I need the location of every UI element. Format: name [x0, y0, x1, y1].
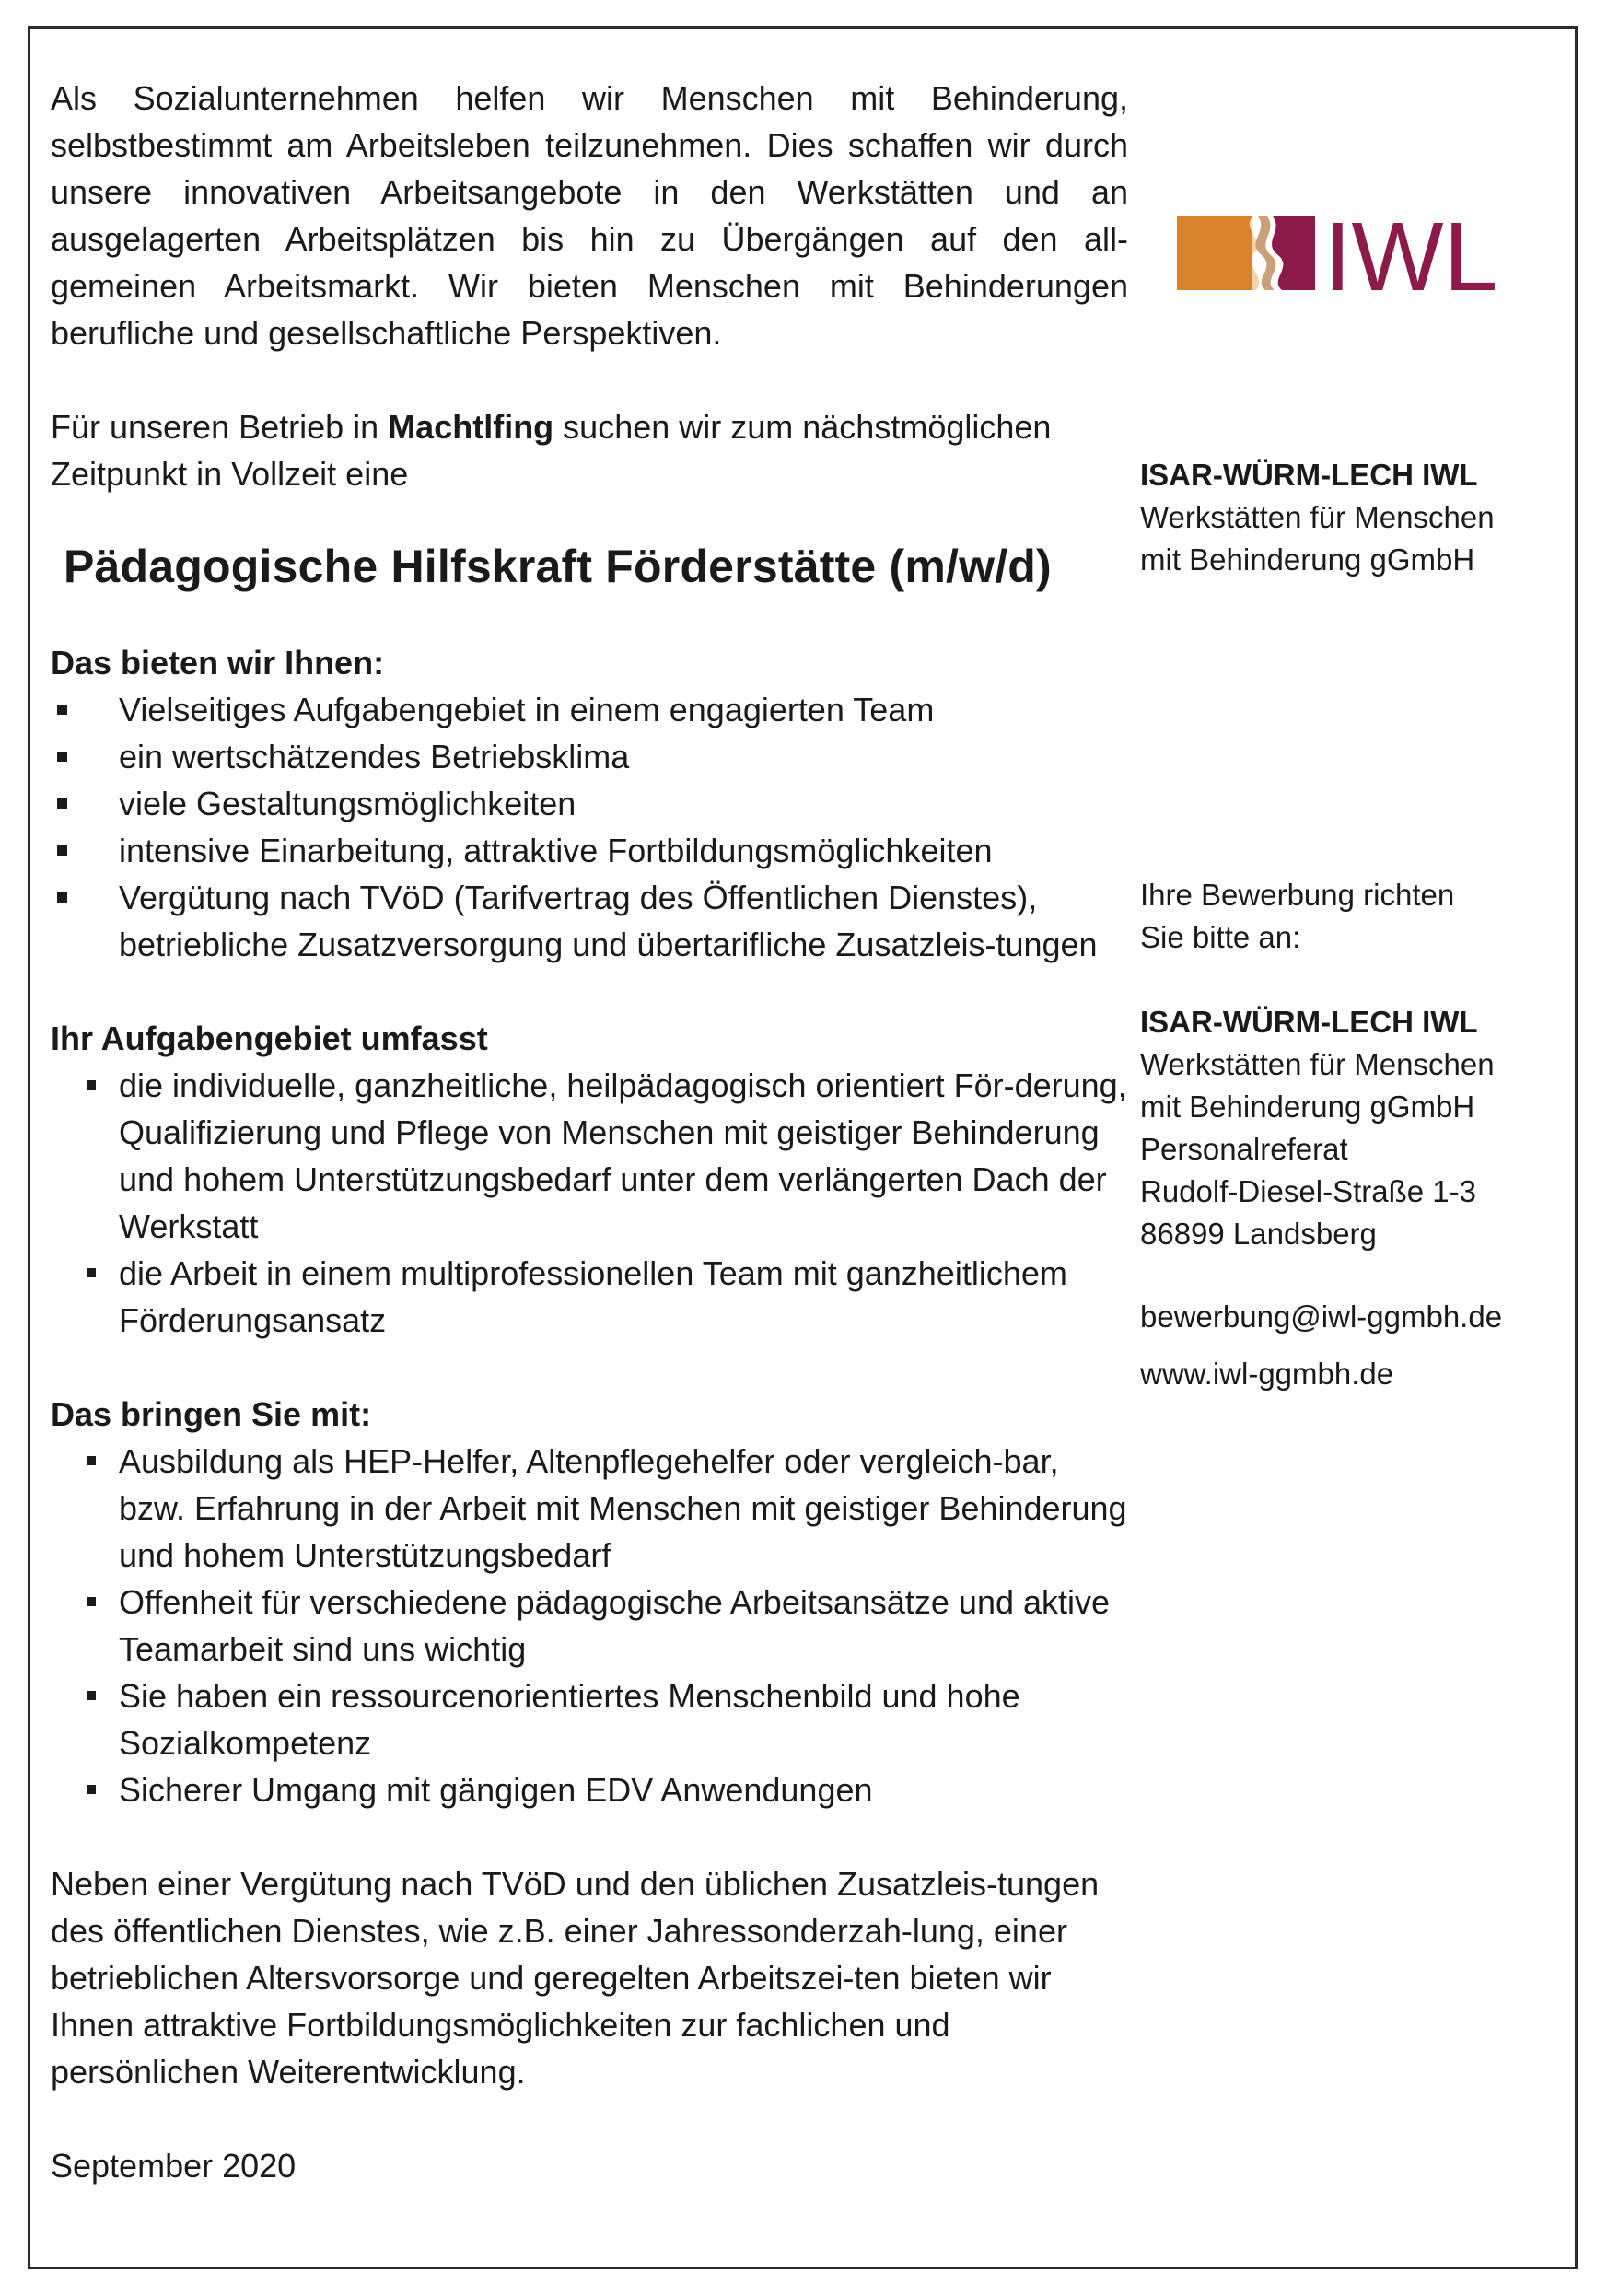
apply-line: Ihre Bewerbung richten: [1140, 878, 1455, 912]
address-name: ISAR-WÜRM-LECH IWL: [1140, 1005, 1478, 1039]
address-line: Werkstätten für Menschen: [1140, 1047, 1495, 1081]
list-item: die Arbeit in einem multiprofessionellen Team mit ganzheitlichem Förderungsansatz: [51, 1250, 1128, 1344]
date: September 2020: [51, 2147, 297, 2185]
main-column: [51, 75, 1128, 2189]
offer-section: [51, 639, 1128, 968]
requirements-heading: Das bringen Sie mit:: [51, 1395, 372, 1433]
requirements-section: [51, 1391, 1128, 1813]
org-block: [1140, 454, 1495, 581]
list-item: Vergütung nach TVöD (Tarifvertrag des Öffentlichen Dienstes), betriebliche Zusatzversorgung und übertarifliche Zusatzleis-tungen: [51, 874, 1128, 968]
org-line: mit Behinderung gGmbH: [1140, 542, 1475, 577]
list-item: viele Gestaltungsmöglichkeiten: [51, 780, 1128, 827]
website-link[interactable]: www.iwl-ggmbh.de: [1140, 1357, 1394, 1391]
org-line: Werkstätten für Menschen: [1140, 500, 1495, 534]
svg-text:IWL: IWL: [1324, 204, 1498, 305]
list-item: Ausbildung als HEP-Helfer, Altenpflegehelfer oder vergleich-bar, bzw. Erfahrung in der Arbeit mit Menschen mit geistiger Behinderung und hohem Unterstützungsbedarf: [51, 1438, 1128, 1579]
iwl-logo: [1177, 204, 1527, 305]
list-item: ein wertschätzendes Betriebsklima: [51, 733, 1128, 780]
address-city: 86899 Landsberg: [1140, 1217, 1377, 1251]
location: Machtlfing: [388, 408, 554, 446]
closing-paragraph: Neben einer Vergütung nach TVöD und den üblichen Zusatzleis-tungen des öffentlichen Dienstes, wie z.B. einer Jahressonderzah-lung, einer betrieblichen Altersvorsorge und geregelten Arbeitszei-ten bieten wir Ihnen attraktive Fortbildungsmöglichkeiten zur fachlichen und persönlichen Weiterentwicklung.: [51, 1865, 1100, 2091]
offer-list: [51, 686, 1128, 968]
search-prefix: Für unseren Betrieb in: [51, 408, 389, 446]
job-title: Pädagogische Hilfskraft Förderstätte (m/w/d): [64, 541, 1052, 592]
apply-line: Sie bitte an:: [1140, 920, 1301, 954]
tasks-heading: Ihr Aufgabengebiet umfasst: [51, 1020, 488, 1057]
requirements-list: [51, 1438, 1128, 1813]
intro-paragraph: Als Sozialunternehmen helfen wir Menschen mit Behinderung, selbstbestimmt am Arbeitsleben teilzunehmen. Dies schaffen wir durch unsere innovativen Arbeitsangebote in den Werkstätten und an ausgelagerten Arbeitsplätzen bis hin zu Übergängen auf den all-gemeinen Arbeitsmarkt. Wir bieten Menschen mit Behinderungen berufliche und gesellschaftliche Perspektiven.: [51, 79, 1128, 352]
application-block: [1140, 874, 1502, 1395]
tasks-list: [51, 1062, 1128, 1344]
search-suffix: suchen wir zum nächstmöglichen Zeitpunkt in Vollzeit eine: [51, 408, 1052, 493]
list-item: Sicherer Umgang mit gängigen EDV Anwendungen: [51, 1766, 1128, 1813]
iwl-logo-graphic: [1177, 204, 1527, 305]
address-street: Rudolf-Diesel-Straße 1-3: [1140, 1174, 1476, 1208]
email-link[interactable]: bewerbung@iwl-ggmbh.de: [1140, 1300, 1503, 1334]
list-item: die individuelle, ganzheitliche, heilpädagogisch orientiert För-derung, Qualifizierung und Pflege von Menschen mit geistiger Behinderung und hohem Unterstützungsbedarf unter dem verlängerten Dach der Werkstatt: [51, 1062, 1128, 1250]
offer-heading: Das bieten wir Ihnen:: [51, 644, 385, 682]
list-item: Vielseitiges Aufgabengebiet in einem engagierten Team: [51, 686, 1128, 733]
job-ad-frame: [28, 26, 1578, 2269]
address-line: Personalreferat: [1140, 1132, 1348, 1166]
list-item: Sie haben ein ressourcenorientiertes Menschenbild und hohe Sozialkompetenz: [51, 1672, 1128, 1766]
list-item: Offenheit für verschiedene pädagogische Arbeitsansätze und aktive Teamarbeit sind uns wichtig: [51, 1579, 1128, 1672]
list-item: intensive Einarbeitung, attraktive Fortbildungsmöglichkeiten: [51, 827, 1128, 874]
org-name: ISAR-WÜRM-LECH IWL: [1140, 458, 1478, 492]
search-sentence: [51, 403, 1128, 497]
address-block: [1140, 1001, 1502, 1255]
tasks-section: [51, 1015, 1128, 1344]
address-line: mit Behinderung gGmbH: [1140, 1090, 1475, 1124]
